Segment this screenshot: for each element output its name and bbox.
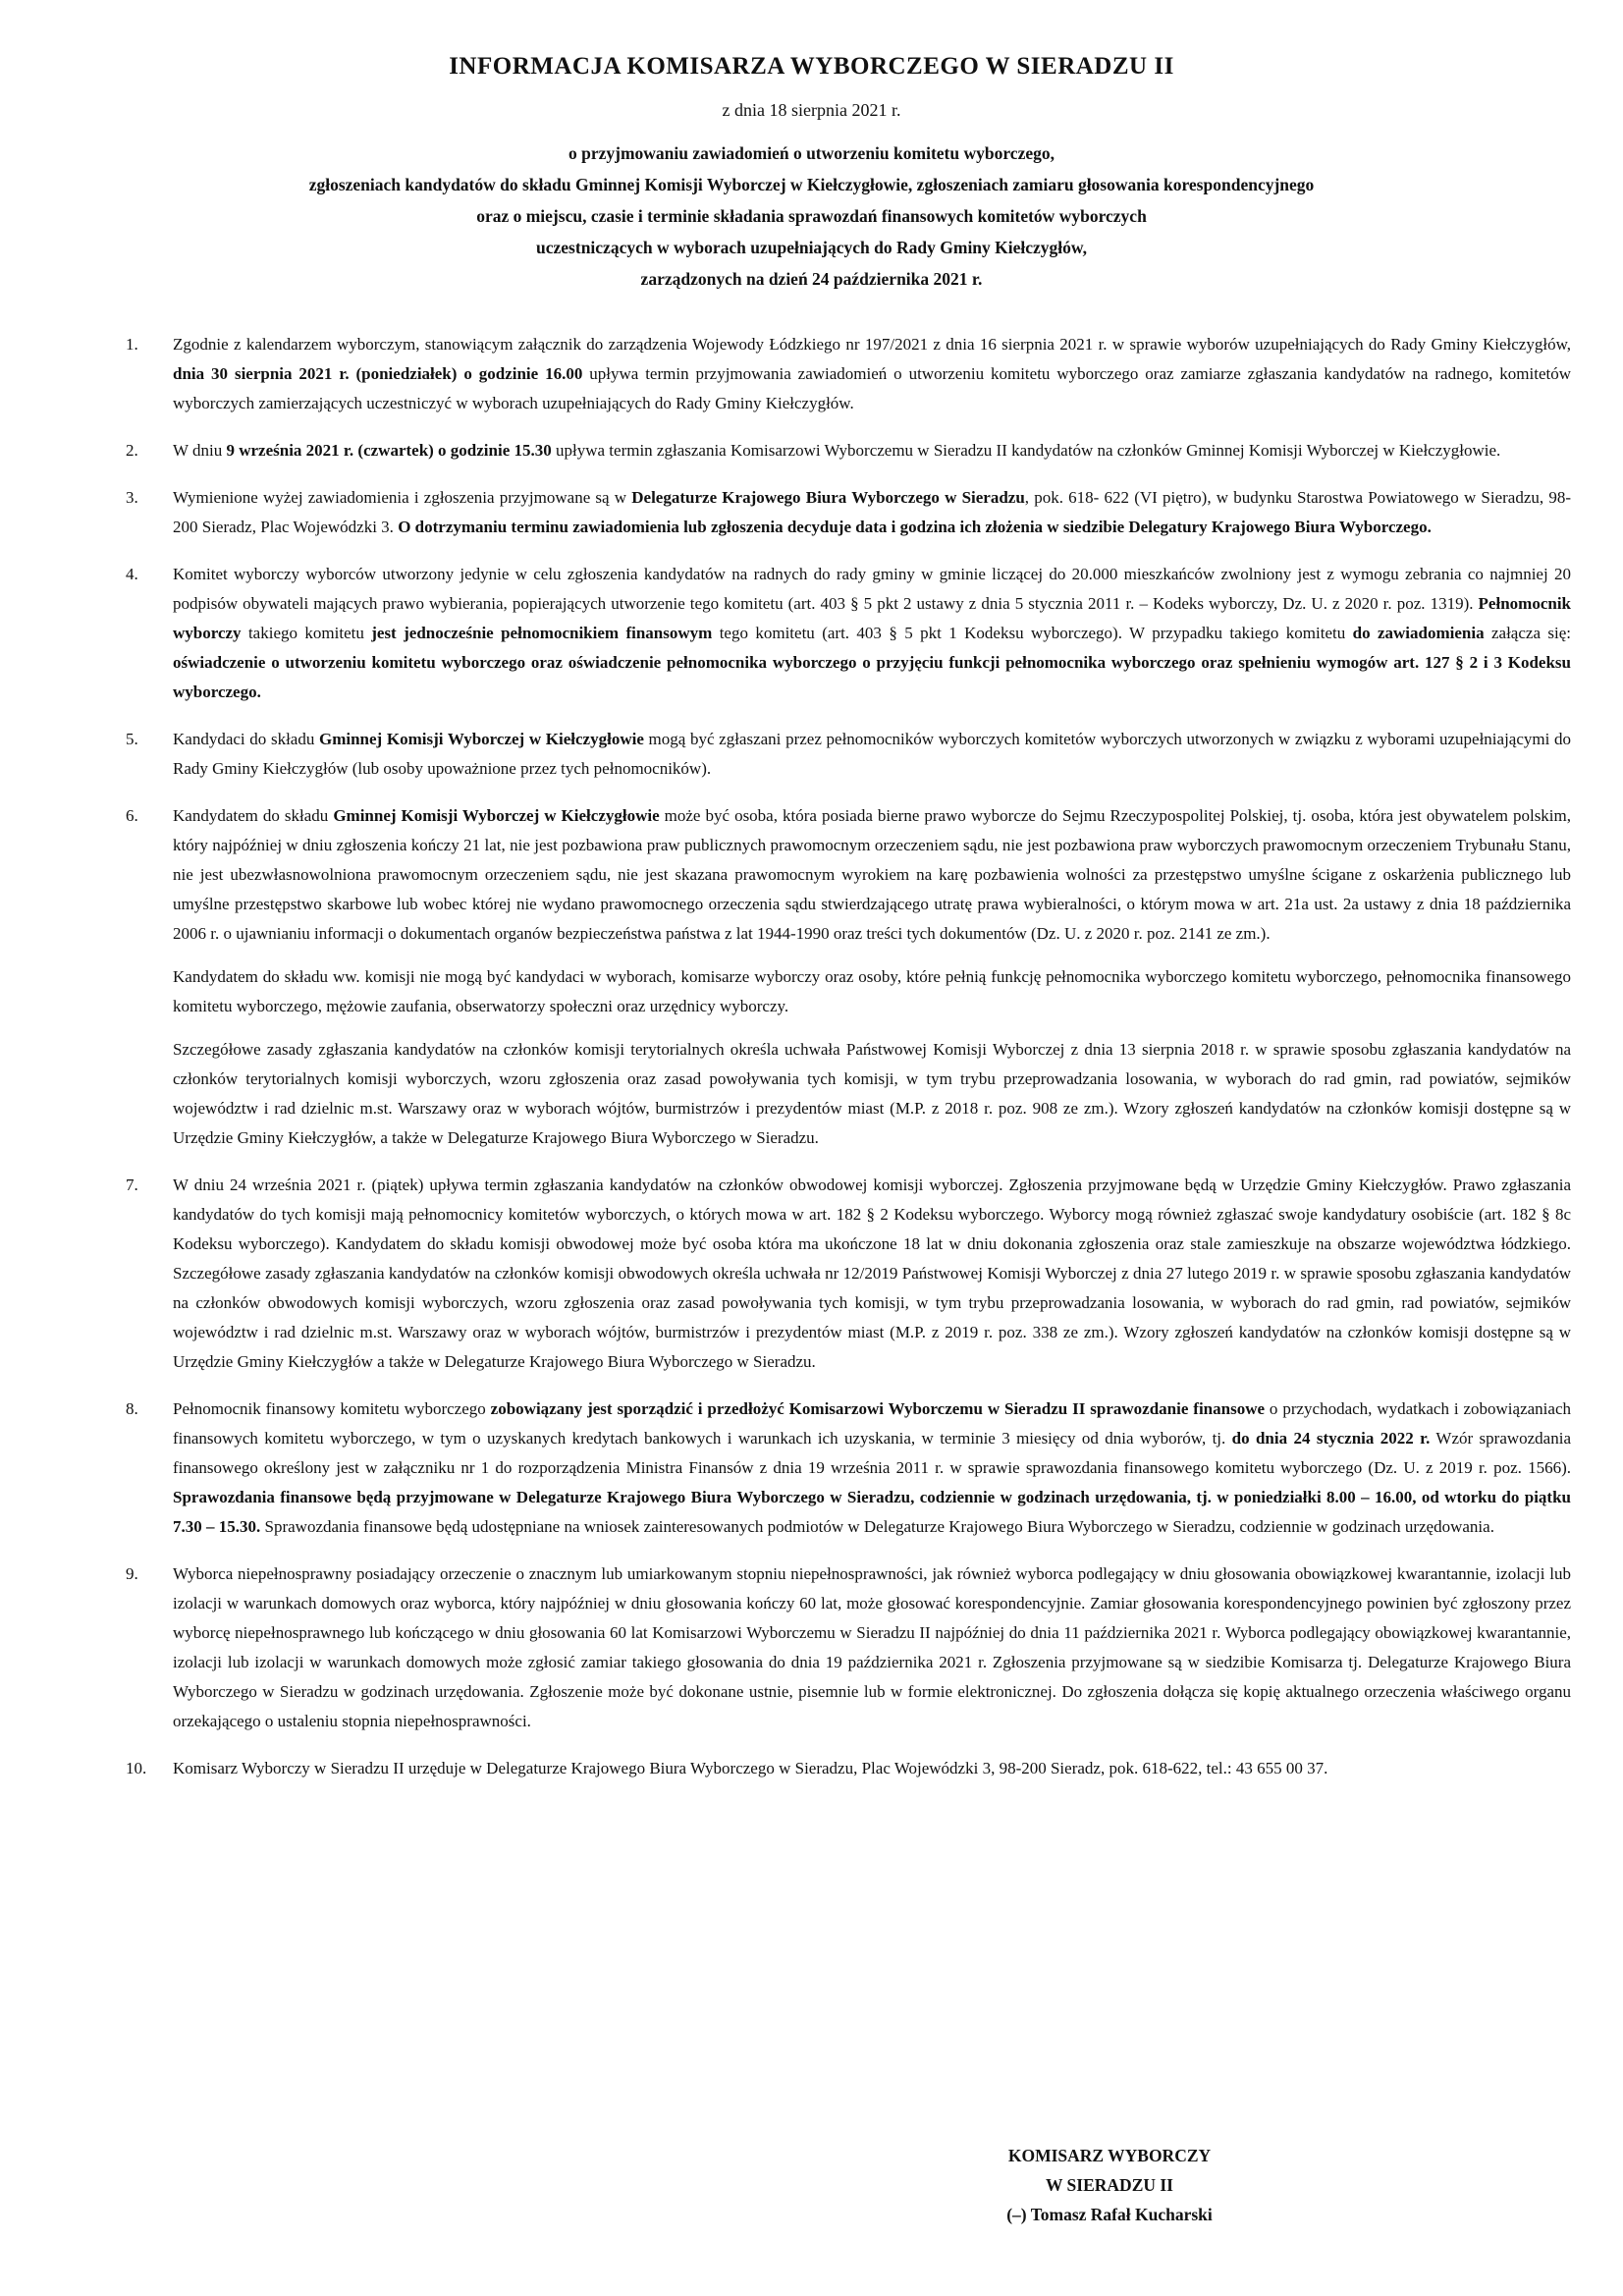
item-paragraph [173,962,1571,1021]
item-body [173,560,1571,707]
paragraph-text: upływa termin przyjmowania zawiadomień o utworzeniu komitetu wyborczego oraz zamiarze zgłaszania kandydatów na radnego, komitetów wyborczych zamierzających uczestniczyć w wyborach uzupełniających do Rady Gminy Kiełczygłów. [173,364,1571,412]
list-item [108,436,1571,465]
item-body [173,330,1571,418]
numbered-list [108,330,1571,1801]
subtitle-line: zgłoszeniach kandydatów do składu Gminnej Komisji Wyborczej w Kiełczygłowie, zgłoszeniach zamiaru głosowania korespondencyjnego [308,175,1315,194]
paragraph-text: Szczegółowe zasady zgłaszania kandydatów na członków komisji terytorialnych określa uchwała Państwowej Komisji Wyborczej z dnia 13 sierpnia 2018 r. w sprawie sposobu zgłaszania kandydatów na członków terytorialnych komisji wyborczych, wzoru zgłoszenia oraz zasad powoływania tych komisji, w tym trybu przeprowadzania losowania, w wyborach do rad gmin, rad powiatów, sejmików województw i rad dzielnic m.st. Warszawy oraz w wyborach wójtów, burmistrzów i prezydentów miast (M.P. z 2018 r. poz. 908 ze zm.). Wzory zgłoszeń kandydatów na członków komisji dostępne są w Urzędzie Gminy Kiełczygłów, a także w Delegaturze Krajowego Biura Wyborczego w Sieradzu. [173,1040,1571,1147]
paragraph-text: Kandydatem do składu ww. komisji nie mogą być kandydaci w wyborach, komisarze wyborczy oraz osoby, które pełnią funkcję pełnomocnika wyborczego komitetu wyborczego, pełnomocnika finansowego komitetu wyborczego, mężowie zaufania, obserwatorzy społeczni oraz urzędnicy wyborczy. [173,967,1571,1015]
item-body [173,1394,1571,1542]
item-paragraph [173,1171,1571,1377]
item-body [173,725,1571,784]
item-number: 5. [126,730,138,748]
item-number: 7. [126,1175,138,1194]
item-body [173,1754,1571,1783]
paragraph-text: Kandydatem do składu [173,806,334,825]
item-paragraph [173,725,1571,784]
bold-text: Pełnomocnik wyborczy [173,594,1571,642]
paragraph-text: mogą być zgłaszani przez pełnomocników wyborczych komitetów wyborczych utworzonych w związku z wyborami uzupełniającymi do Rady Gminy Kiełczygłów (lub osoby upoważnione przez tych pełnomocników). [173,730,1571,778]
item-number: 4. [126,565,138,583]
paragraph-text: Pełnomocnik finansowy komitetu wyborczego [173,1399,491,1418]
subtitle-line: oraz o miejscu, czasie i terminie składania sprawozdań finansowych komitetów wyborczych [476,206,1147,226]
paragraph-text: Komitet wyborczy wyborców utworzony jedynie w celu zgłoszenia kandydatów na radnych do rady gminy w gminie liczącej do 20.000 mieszkańców zwolniony jest z wymogu zebrania co najmniej 20 podpisów obywateli mających prawo wybierania, popierających utworzenie tego komitetu (art. 403 § 5 pkt 2 ustawy z dnia 5 stycznia 2011 r. – Kodeks wyborczy, Dz. U. z 2020 r. poz. 1319). [173,565,1571,613]
subtitle-line: zarządzonych na dzień 24 października 2021 r. [640,269,983,289]
paragraph-text: Wymienione wyżej zawiadomienia i zgłoszenia przyjmowane są w [173,488,632,507]
paragraph-text: tego komitetu (art. 403 § 5 pkt 1 Kodeksu wyborczego). W przypadku takiego komitetu [712,624,1353,642]
item-paragraph [173,1394,1571,1542]
item-number: 8. [126,1399,138,1418]
paragraph-text: może być osoba, która posiada bierne prawo wyborcze do Sejmu Rzeczypospolitej Polskiej, tj. osoba, która jest obywatelem polskim, który najpóźniej w dniu zgłoszenia kończy 21 lat, nie jest pozbawiona praw publicznych prawomocnym orzeczeniem sądu, nie jest pozbawiona praw wyborczych prawomocnym orzeczeniem Trybunału Stanu, nie jest ubezwłasnowolniona prawomocnym orzeczeniem sądu, nie jest skazana prawomocnym wyrokiem na karę pozbawienia wolności za przestępstwo umyślne ścigane z oskarżenia publicznego lub umyślne przestępstwo skarbowe lub wobec której nie wydano prawomocnego orzeczenia sądu stwierdzającego utratę prawa wybieralności, o którym mowa w art. 21a ust. 2a ustawy z dnia 18 października 2006 r. o ujawnianiu informacji o dokumentach organów bezpieczeństwa państwa z lat 1944-1990 oraz treści tych dokumentów (Dz. U. z 2020 r. poz. 2141 ze zm.). [173,806,1572,943]
paragraph-text: W dniu [173,441,227,460]
bold-text: do dnia 24 stycznia 2022 r. [1231,1429,1431,1448]
list-item [108,1394,1571,1542]
list-item [108,1559,1571,1736]
item-paragraph [173,1754,1571,1783]
item-paragraph [173,330,1571,418]
bold-text: Gminnej Komisji Wyborczej w Kiełczygłowie [319,730,644,748]
item-body [173,1171,1571,1377]
document-date: z dnia 18 sierpnia 2021 r. [722,100,901,120]
signature-name: (–) Tomasz Rafał Kucharski [1006,2205,1213,2224]
list-item [108,330,1571,418]
bold-text: Gminnej Komisji Wyborczej w Kiełczygłowie [333,806,660,825]
bold-text: O dotrzymaniu terminu zawiadomienia lub zgłoszenia decyduje data i godzina ich złożenia w siedzibie Delegatury Krajowego Biura Wyborczego. [398,518,1432,536]
item-number: 6. [126,806,138,825]
item-paragraph [173,1559,1571,1736]
item-number: 10. [126,1759,147,1777]
item-body [173,1559,1571,1736]
list-item [108,1171,1571,1377]
paragraph-text: W dniu 24 września 2021 r. (piątek) upływa termin zgłaszania kandydatów na członków obwodowej komisji wyborczej. Zgłoszenia przyjmowane będą w Urzędzie Gminy Kiełczygłów. Prawo zgłaszania kandydatów do tych komisji mają pełnomocnicy komitetów wyborczych, o których mowa w art. 182 § 2 Kodeksu wyborczego. Wyborcy mogą również zgłaszać swoje kandydatury osobiście (art. 182 § 8c Kodeksu wyborczego). Kandydatem do składu komisji obwodowej może być osoba która ma ukończone 18 lat w dniu dokonania zgłoszenia oraz stale zamieszkuje na obszarze województwa łódzkiego. Szczegółowe zasady zgłaszania kandydatów na członków komisji obwodowych określa uchwała nr 12/2019 Państwowej Komisji Wyborczej z dnia 27 lutego 2019 r. w sprawie sposobu zgłaszania kandydatów na członków obwodowych komisji wyborczych, wzoru zgłoszenia oraz zasad powoływania tych komisji, w tym trybu przeprowadzania losowania, w wyborach do rad gmin, rad powiatów, sejmików województw i rad dzielnic m.st. Warszawy oraz w wyborach wójtów, burmistrzów i prezydentów miast (M.P. z 2019 r. poz. 338 ze zm.). Wzory zgłoszeń kandydatów na członków komisji dostępne są w Urzędzie Gminy Kiełczygłów a także w Delegaturze Krajowego Biura Wyborczego w Sieradzu. [173,1175,1571,1371]
paragraph-text: Wzór sprawozdania finansowego określony jest w załączniku nr 1 do rozporządzenia Ministra Finansów z dnia 19 września 2011 r. w sprawie sprawozdania finansowego komitetu wyborczego (Dz. U. z 2019 r. poz. 1566). [173,1429,1571,1477]
item-body [173,483,1571,542]
paragraph-text: upływa termin zgłaszania Komisarzowi Wyborczemu w Sieradzu II kandydatów na członków Gminnej Komisji Wyborczej w Kiełczygłowie. [551,441,1501,460]
item-paragraph [173,560,1571,707]
bold-text: Sprawozdania finansowe będą przyjmowane w Delegaturze Krajowego Biura Wyborczego w Sieradzu, codziennie w godzinach urzędowania, tj. w poniedziałki 8.00 – 16.00, od wtorku do piątku 7.30 – 15.30. [173,1488,1571,1536]
subtitle-line: o przyjmowaniu zawiadomień o utworzeniu komitetu wyborczego, [568,143,1055,163]
bold-text: jest jednocześnie pełnomocnikiem finansowym [371,624,713,642]
paragraph-text: Sprawozdania finansowe będą udostępniane na wniosek zainteresowanych podmiotów w Delegaturze Krajowego Biura Wyborczego w Sieradzu, codziennie w godzinach urzędowania. [260,1517,1494,1536]
bold-text: do zawiadomienia [1352,624,1485,642]
item-paragraph [173,1035,1571,1153]
bold-text: zobowiązany jest sporządzić i przedłożyć Komisarzowi Wyborczemu w Sieradzu II sprawozdanie finansowe [490,1399,1266,1418]
bold-text: 9 września 2021 r. (czwartek) o godzinie 15.30 [226,441,552,460]
paragraph-text: Wyborca niepełnosprawny posiadający orzeczenie o znacznym lub umiarkowanym stopniu niepełnosprawności, jak również wyborca podlegający w dniu głosowania obowiązkowej kwarantannie, izolacji lub izolacji w warunkach domowych oraz wyborca, który najpóźniej w dniu głosowania kończy 60 lat, może głosować korespondencyjnie. Zamiar głosowania korespondencyjnego powinien być zgłoszony przez wyborcę niepełnosprawnego lub kończącego w dniu głosowania 60 lat Komisarzowi Wyborczemu w Sieradzu II najpóźniej do dnia 11 października 2021 r. Wyborca podlegający obowiązkowej kwarantannie, izolacji lub izolacji w warunkach domowych może zgłosić zamiar takiego głosowania do dnia 19 października 2021 r. Zgłoszenia przyjmowane są w siedzibie Komisarza tj. Delegaturze Krajowego Biura Wyborczego w Sieradzu w godzinach urzędowania. Zgłoszenie może być dokonane ustnie, pisemnie lub w formie elektronicznej. Do zgłoszenia dołącza się kopię aktualnego orzeczenia właściwego organu orzekającego o ustaleniu stopnia niepełnosprawności. [173,1564,1571,1730]
bold-text: dnia 30 sierpnia 2021 r. (poniedziałek) o godzinie 16.00 [173,364,583,383]
list-item [108,1754,1571,1783]
item-number: 2. [126,441,138,460]
document-subtitle [137,137,1486,295]
list-item [108,483,1571,542]
paragraph-text: Zgodnie z kalendarzem wyborczym, stanowiącym załącznik do zarządzenia Wojewody Łódzkiego nr 197/2021 z dnia 16 sierpnia 2021 r. w sprawie wyborów uzupełniających do Rady Gminy Kiełczygłów, [173,335,1571,354]
item-paragraph [173,801,1571,949]
item-number: 1. [126,335,138,354]
paragraph-text: o przychodach, wydatkach i zobowiązaniach finansowych komitetu wyborczego, w tym o uzyskanych kredytach bankowych i warunkach ich uzyskania, w terminie 3 miesięcy od dnia wyborów, tj. [173,1399,1571,1448]
subtitle-line: uczestniczących w wyborach uzupełniających do Rady Gminy Kiełczygłów, [536,238,1087,257]
item-body [173,436,1571,465]
paragraph-text: Komisarz Wyborczy w Sieradzu II urzęduje w Delegaturze Krajowego Biura Wyborczego w Sieradzu, Plac Wojewódzki 3, 98-200 Sieradz, pok. 618-622, tel.: 43 655 00 37. [173,1759,1328,1777]
signature-block [923,2141,1296,2229]
signature-title: KOMISARZ WYBORCZY [1007,2146,1212,2165]
list-item [108,801,1571,1153]
paragraph-text: Kandydaci do składu [173,730,319,748]
list-item [108,560,1571,707]
paragraph-text: załącza się: [1484,624,1571,642]
document-title: INFORMACJA KOMISARZA WYBORCZEGO W SIERADZU II [449,53,1174,80]
list-item [108,725,1571,784]
item-number: 3. [126,488,138,507]
bold-text: Delegaturze Krajowego Biura Wyborczego w Sieradzu [631,488,1025,507]
item-body [173,801,1571,1153]
signature-office: W SIERADZU II [1046,2175,1173,2195]
item-number: 9. [126,1564,138,1583]
item-paragraph [173,483,1571,542]
paragraph-text: , pok. 618- 622 (VI piętro), w budynku Starostwa Powiatowego w Sieradzu, 98-200 Sieradz, Plac Wojewódzki 3. [173,488,1571,536]
paragraph-text: takiego komitetu [241,624,372,642]
item-paragraph [173,436,1571,465]
bold-text: oświadczenie o utworzeniu komitetu wyborczego oraz oświadczenie pełnomocnika wyborczego o przyjęciu funkcji pełnomocnika wyborczego oraz spełnieniu wymogów art. 127 § 2 i 3 Kodeksu wyborczego. [173,653,1571,701]
